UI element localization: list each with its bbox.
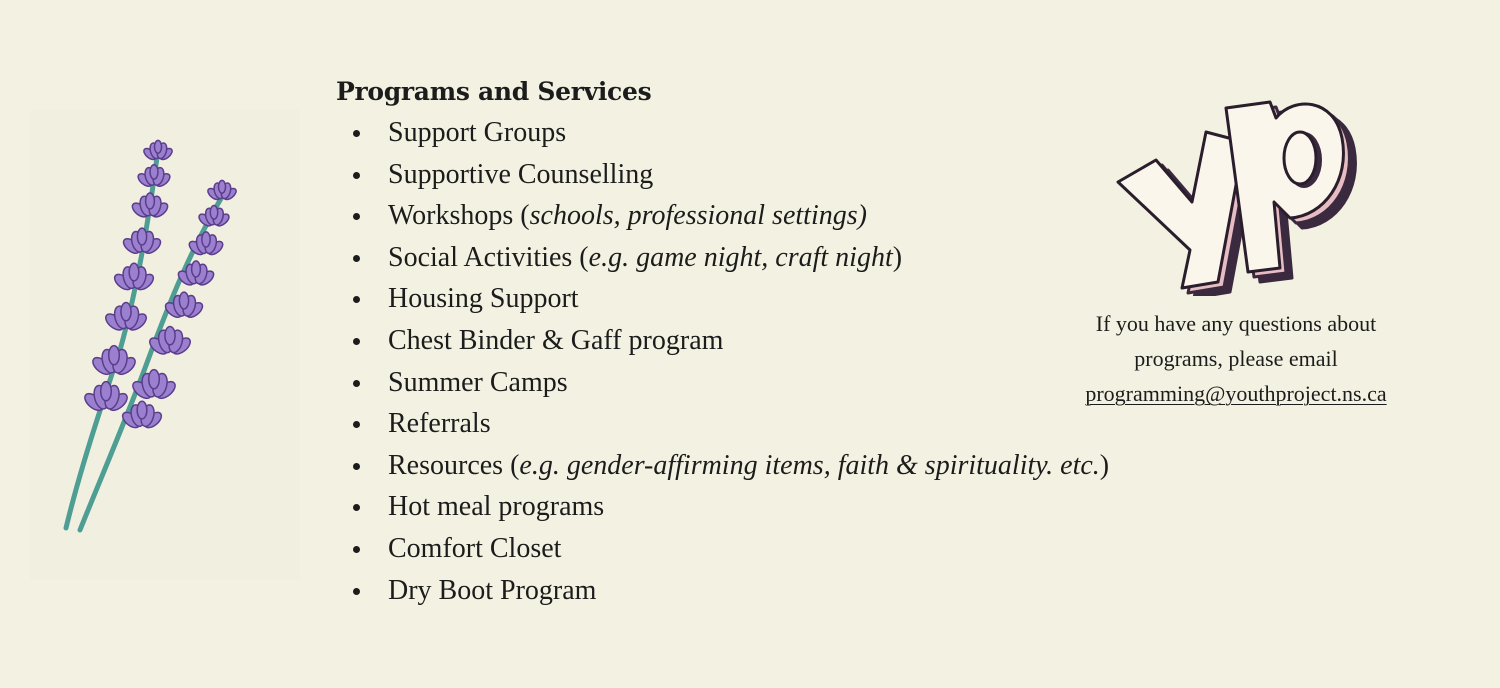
lavender-bud bbox=[146, 193, 155, 209]
program-item-label: Social Activities ( bbox=[388, 241, 589, 273]
lavender-sprig-icon bbox=[30, 110, 300, 580]
yp-logo-icon bbox=[1098, 76, 1360, 296]
program-item-hot-meal bbox=[336, 486, 1196, 528]
program-item-label: Summer Camps bbox=[388, 366, 568, 398]
program-item-detail: e.g. gender-affirming items, faith & spirituality. etc. bbox=[519, 449, 1100, 481]
program-item-label: Workshops ( bbox=[388, 200, 530, 232]
lavender-bud bbox=[218, 180, 225, 193]
contact-info bbox=[1050, 306, 1422, 411]
program-item-suffix: ) bbox=[1099, 449, 1110, 481]
program-item-social-activities bbox=[336, 237, 1196, 279]
program-item-detail: e.g. game night, craft night bbox=[588, 241, 893, 273]
program-item-label: Support Groups bbox=[388, 117, 567, 148]
lavender-bud bbox=[101, 382, 112, 401]
program-item-workshops bbox=[336, 195, 1196, 237]
lavender-bud bbox=[179, 292, 188, 309]
program-item-detail: schools, professional settings) bbox=[529, 200, 867, 232]
program-item-supportive-counselling bbox=[336, 154, 1196, 196]
lavender-illustration bbox=[30, 110, 300, 580]
logo-p-hole bbox=[1284, 132, 1316, 184]
program-item-label: Housing Support bbox=[388, 283, 579, 315]
lavender-bud bbox=[150, 165, 158, 179]
lavender-bud bbox=[109, 346, 120, 365]
program-item-dry-boot bbox=[336, 570, 1196, 612]
program-item-label: Comfort Closet bbox=[388, 532, 562, 564]
program-item-label: Supportive Counselling bbox=[388, 158, 654, 190]
program-item-label: Hot meal programs bbox=[388, 491, 605, 523]
lavender-bud bbox=[129, 263, 139, 281]
program-item-resources bbox=[336, 445, 1196, 487]
lavender-bud bbox=[137, 401, 147, 419]
lavender-bud bbox=[210, 206, 217, 220]
program-item-label: Referrals bbox=[388, 408, 491, 440]
lavender-bud bbox=[121, 302, 131, 320]
contact-email-link[interactable]: programming@youthproject.ns.ca bbox=[1085, 381, 1387, 406]
program-item-support-groups bbox=[336, 112, 1196, 154]
lavender-bud bbox=[202, 232, 210, 247]
lavender-bud bbox=[154, 140, 161, 153]
program-item-label: Dry Boot Program bbox=[388, 574, 597, 606]
yp-logo-graphic bbox=[1098, 76, 1360, 296]
lavender-bud bbox=[192, 261, 201, 277]
contact-line-1: If you have any questions about bbox=[1095, 311, 1377, 336]
lavender-bud bbox=[149, 370, 160, 389]
program-item-comfort-closet bbox=[336, 528, 1196, 570]
lavender-bud bbox=[137, 228, 146, 245]
lavender-bud bbox=[165, 326, 175, 344]
program-item-label: Resources ( bbox=[388, 449, 520, 481]
program-item-suffix: ) bbox=[892, 241, 903, 273]
programs-title: Programs and Services bbox=[336, 77, 652, 106]
program-item-label: Chest Binder & Gaff program bbox=[388, 324, 724, 356]
lavender-buds bbox=[82, 140, 238, 430]
contact-line-2: programs, please email bbox=[1134, 346, 1338, 371]
